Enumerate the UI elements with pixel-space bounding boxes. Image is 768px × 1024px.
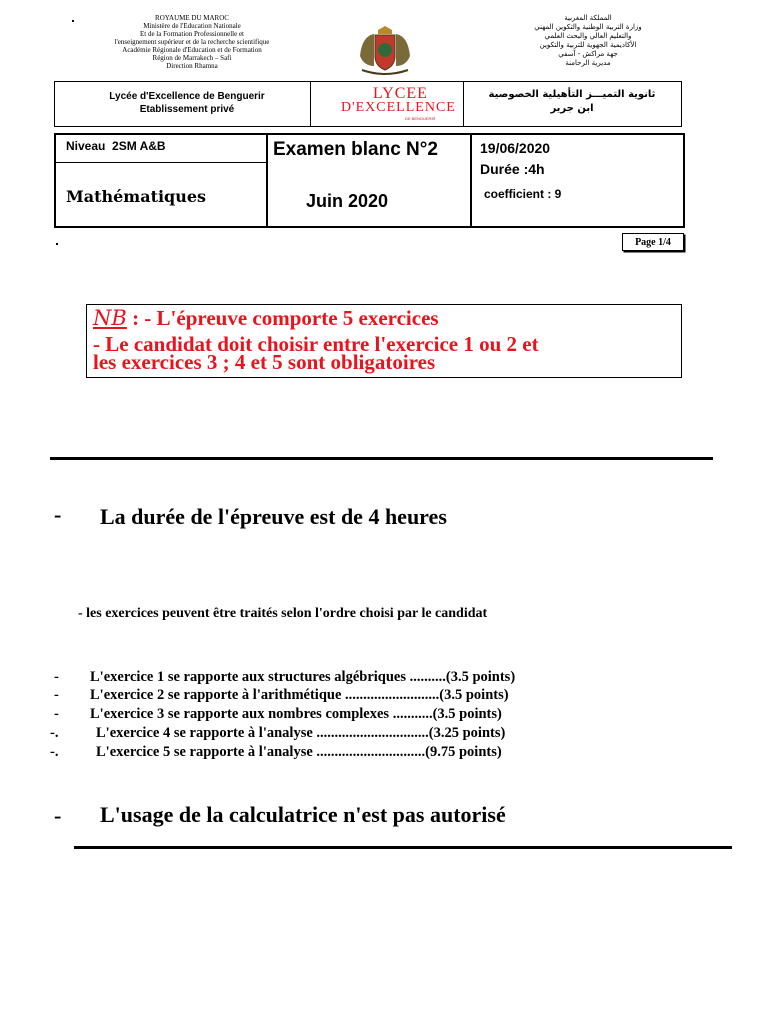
admin-fr-line: Ministère de l'Education Nationale bbox=[143, 22, 241, 30]
divider-top bbox=[50, 457, 713, 460]
exam-subject: Mathématiques bbox=[66, 187, 207, 206]
admin-ar-line: والتعليم العالي والبحث العلمي bbox=[544, 32, 632, 40]
school-name-ar bbox=[467, 88, 677, 116]
bullet-dash: - bbox=[54, 502, 62, 527]
exam-session: Juin 2020 bbox=[306, 191, 389, 211]
admin-ar-line: وزارة التربية الوطنية والتكوين المهني bbox=[534, 23, 642, 31]
stray-dot bbox=[56, 243, 58, 245]
exercise-dash: - bbox=[54, 687, 59, 703]
school-name-fr-line1: Lycée d'Excellence de Benguerir bbox=[109, 91, 265, 102]
exercise-row bbox=[50, 669, 670, 687]
exercise-row bbox=[50, 687, 670, 705]
admin-fr-line: Et de la Formation Professionnelle et bbox=[139, 30, 244, 38]
exercise-row bbox=[50, 706, 670, 724]
exercise-dash: -. bbox=[50, 725, 59, 741]
exam-duration: Durée :4h bbox=[480, 161, 545, 177]
admin-fr-line: Direction Rhamna bbox=[166, 62, 218, 70]
exercise-text: L'exercice 4 se rapporte à l'analyse ...............................(3.25 points) bbox=[96, 725, 506, 741]
school-header-box bbox=[54, 81, 682, 127]
instruction-order: - les exercices peuvent être traités selon l'ordre choisi par le candidat bbox=[78, 606, 488, 621]
nb-text-1: : - L'épreuve comporte 5 exercices bbox=[126, 306, 439, 330]
exercise-text: L'exercice 5 se rapporte à l'analyse ..............................(9.75 points) bbox=[96, 744, 502, 760]
lycee-excellence-logo bbox=[317, 86, 457, 124]
admin-fr-line: Région de Marrakech – Safi bbox=[152, 54, 232, 62]
stray-dot bbox=[72, 20, 74, 22]
bullet-dash: - bbox=[54, 803, 62, 828]
admin-header-fr bbox=[92, 14, 292, 70]
logo-text-lycee: LYCEE bbox=[373, 85, 428, 102]
page-number-badge: Page 1/4 bbox=[622, 233, 684, 251]
admin-fr-line: ROYAUME DU MAROC bbox=[155, 14, 229, 22]
nb-line-1 bbox=[93, 307, 439, 329]
nb-line-2: - Le candidat doit choisir entre l'exercice 1 ou 2 et bbox=[93, 332, 539, 356]
exercise-text: L'exercice 1 se rapporte aux structures algébriques ..........(3.5 points) bbox=[90, 669, 516, 685]
admin-fr-line: l'enseignement supérieur et de la recherche scientifique bbox=[114, 38, 270, 46]
exercise-row bbox=[50, 744, 670, 762]
nb-line-3: les exercices 3 ; 4 et 5 sont obligatoires bbox=[93, 350, 436, 374]
admin-ar-line: المملكة المغربية bbox=[564, 14, 612, 22]
admin-ar-line: جهة مراكش - آسفي bbox=[558, 50, 618, 58]
admin-header-ar bbox=[488, 14, 688, 68]
admin-ar-line: الأكاديمية الجهوية للتربية والتكوين bbox=[539, 41, 637, 49]
coat-of-arms-icon bbox=[356, 26, 414, 78]
exercise-text: L'exercice 3 se rapporte aux nombres complexes ...........(3.5 points) bbox=[90, 706, 502, 722]
exam-date: 19/06/2020 bbox=[480, 140, 551, 156]
school-name-ar-line1: ثانوية التميـــز التأهيلية الخصوصية bbox=[488, 89, 656, 100]
nb-label: NB bbox=[93, 306, 127, 330]
exercise-dash: - bbox=[54, 706, 59, 722]
nb-notice-box bbox=[86, 304, 682, 378]
admin-ar-line: مديرية الرحامنة bbox=[565, 59, 611, 67]
exercise-row bbox=[50, 725, 670, 743]
divider-bottom bbox=[74, 846, 732, 849]
exam-info-box bbox=[54, 133, 685, 228]
school-name-fr-line2: Etablissement privé bbox=[139, 104, 235, 115]
exercise-dash: -. bbox=[50, 744, 59, 760]
exam-niveau: Niveau 2SM A&B bbox=[66, 139, 166, 153]
logo-text-benguerir: DE BENGUERIR bbox=[405, 116, 436, 121]
instruction-duration: La durée de l'épreuve est de 4 heures bbox=[100, 504, 447, 529]
logo-text-excellence: D'EXCELLENCE bbox=[341, 100, 456, 115]
exam-title: Examen blanc N°2 bbox=[273, 139, 438, 160]
exercise-text: L'exercice 2 se rapporte à l'arithmétique ..........................(3.5 points) bbox=[90, 687, 509, 703]
school-name-ar-line2: ابن جرير bbox=[550, 103, 594, 114]
instruction-calculator: L'usage de la calculatrice n'est pas autorisé bbox=[100, 802, 506, 827]
exam-coefficient: coefficient : 9 bbox=[484, 187, 562, 201]
school-name-fr bbox=[77, 90, 297, 116]
admin-fr-line: Académie Régionale d'Education et de Formation bbox=[122, 46, 262, 54]
exercise-dash: - bbox=[54, 669, 59, 685]
